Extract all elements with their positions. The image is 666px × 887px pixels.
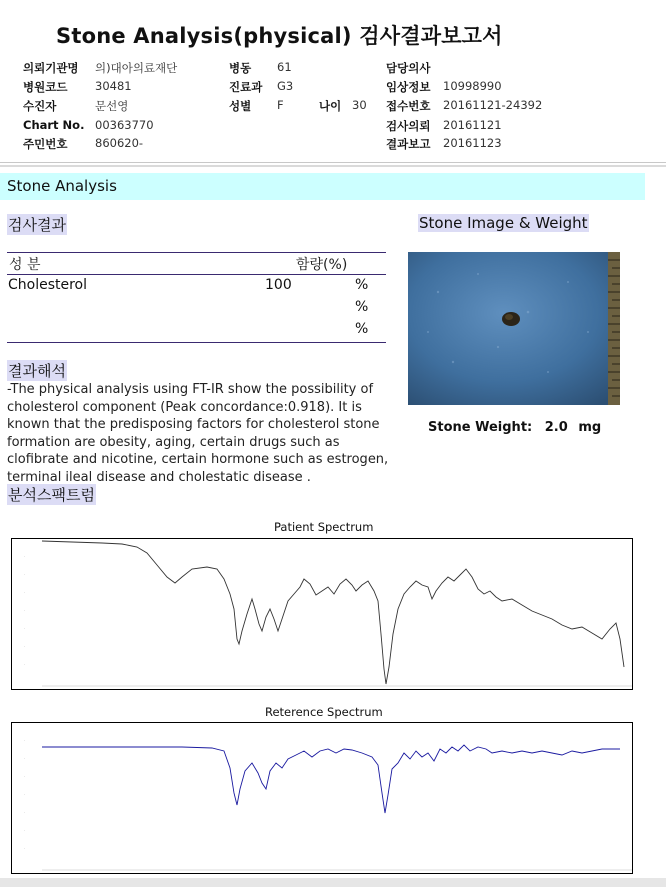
- svg-text:-: -: [24, 756, 26, 760]
- reference-spectrum-svg: [12, 723, 632, 873]
- ward-label: 병동: [229, 61, 252, 75]
- svg-text:-: -: [24, 590, 26, 594]
- hospital-code-label: 병원코드: [23, 80, 68, 94]
- stone-weight-value: 2.0: [544, 420, 568, 435]
- svg-text:-: -: [24, 644, 26, 648]
- report-title: Stone Analysis(physical) 검사결과보고서: [56, 24, 503, 48]
- row-1-value: 100: [265, 277, 292, 293]
- results-table-top-rule: [7, 252, 386, 253]
- reference-spectrum-title: Reterence Spectrum: [265, 705, 383, 719]
- stone-image-heading: Stone Image & Weight: [419, 214, 588, 232]
- age-value: 30: [352, 98, 367, 112]
- page-bottom-bar: [0, 878, 666, 887]
- patient-spectrum-title: Patient Spectrum: [274, 520, 374, 534]
- svg-text:-: -: [24, 626, 26, 630]
- row-1-unit: %: [355, 277, 369, 293]
- svg-text:-: -: [24, 810, 26, 814]
- svg-text:-: -: [24, 572, 26, 576]
- department-label: 진료과: [229, 80, 263, 94]
- svg-text:-: -: [24, 828, 26, 832]
- age-label: 나이: [319, 99, 342, 113]
- stone-photo-image: [408, 252, 620, 405]
- svg-text:-: -: [24, 792, 26, 796]
- row-2-unit: %: [355, 299, 369, 315]
- institution-value: 의)대아의료재단: [95, 61, 178, 75]
- interpretation-text: -The physical analysis using FT-IR show the possibility of cholesterol component (Peak concordance:0.918). It is known that the predisposing factors for cholesterol stone formation are obesity, aging, certain drugs such as clofibrate and nicotine, certain hormone such as estrogen, terminal ileal disease and cholestatic disease .: [7, 382, 389, 485]
- report-date-value: 20161123: [443, 136, 502, 150]
- svg-text:-: -: [24, 608, 26, 612]
- receipt-number-value: 20161121-24392: [443, 98, 543, 112]
- spectrum-heading: 분석스팩트럼: [8, 486, 95, 504]
- header-divider-top: [0, 162, 666, 163]
- patient-spectrum-line: [42, 541, 624, 684]
- column-content: 함량(%): [296, 257, 348, 273]
- results-table-bottom-rule: [7, 342, 386, 343]
- patient-label: 수진자: [23, 99, 57, 113]
- svg-text:-: -: [24, 662, 26, 666]
- interpretation-heading: 결과해석: [8, 362, 66, 380]
- reference-spectrum-line: [42, 745, 620, 813]
- row-3-unit: %: [355, 321, 369, 337]
- ward-value: 61: [277, 60, 292, 74]
- hospital-code-value: 30481: [95, 79, 132, 93]
- resident-number-value: 860620-: [95, 136, 144, 150]
- svg-text:-: -: [24, 554, 26, 558]
- results-heading: 검사결과: [8, 216, 66, 234]
- column-component: 성 분: [9, 257, 41, 273]
- patient-spectrum-plot: [11, 538, 633, 690]
- reference-spectrum-plot: [11, 722, 633, 874]
- chart-no-label: Chart No.: [23, 118, 85, 132]
- stone-weight: [428, 420, 601, 435]
- svg-text:-: -: [24, 738, 26, 742]
- request-date-label: 검사의뢰: [386, 119, 431, 133]
- clinical-info-value: 10998990: [443, 79, 502, 93]
- resident-number-label: 주민번호: [23, 137, 68, 151]
- stone-weight-unit: mg: [578, 420, 602, 435]
- sex-value: F: [277, 98, 284, 112]
- request-date-value: 20161121: [443, 118, 502, 132]
- institution-label: 의뢰기관명: [23, 61, 79, 75]
- report-date-label: 결과보고: [386, 137, 431, 151]
- department-value: G3: [277, 79, 294, 93]
- stone-photo: [408, 252, 620, 405]
- header-divider-bottom: [0, 165, 666, 167]
- svg-text:-: -: [24, 846, 26, 850]
- doctor-label: 담당의사: [386, 61, 431, 75]
- sex-label: 성별: [229, 99, 252, 113]
- stone-weight-label: Stone Weight:: [428, 420, 533, 435]
- stone-analysis-bar: [0, 173, 645, 200]
- clinical-info-label: 임상정보: [386, 80, 431, 94]
- receipt-number-label: 접수번호: [386, 99, 431, 113]
- stone-analysis-label: Stone Analysis: [7, 177, 117, 195]
- svg-text:-: -: [24, 774, 26, 778]
- row-1-component: Cholesterol: [8, 277, 88, 293]
- patient-value: 문선영: [95, 99, 129, 113]
- results-table-header-rule: [7, 274, 386, 275]
- chart-no-value: 00363770: [95, 118, 154, 132]
- patient-spectrum-svg: [12, 539, 632, 689]
